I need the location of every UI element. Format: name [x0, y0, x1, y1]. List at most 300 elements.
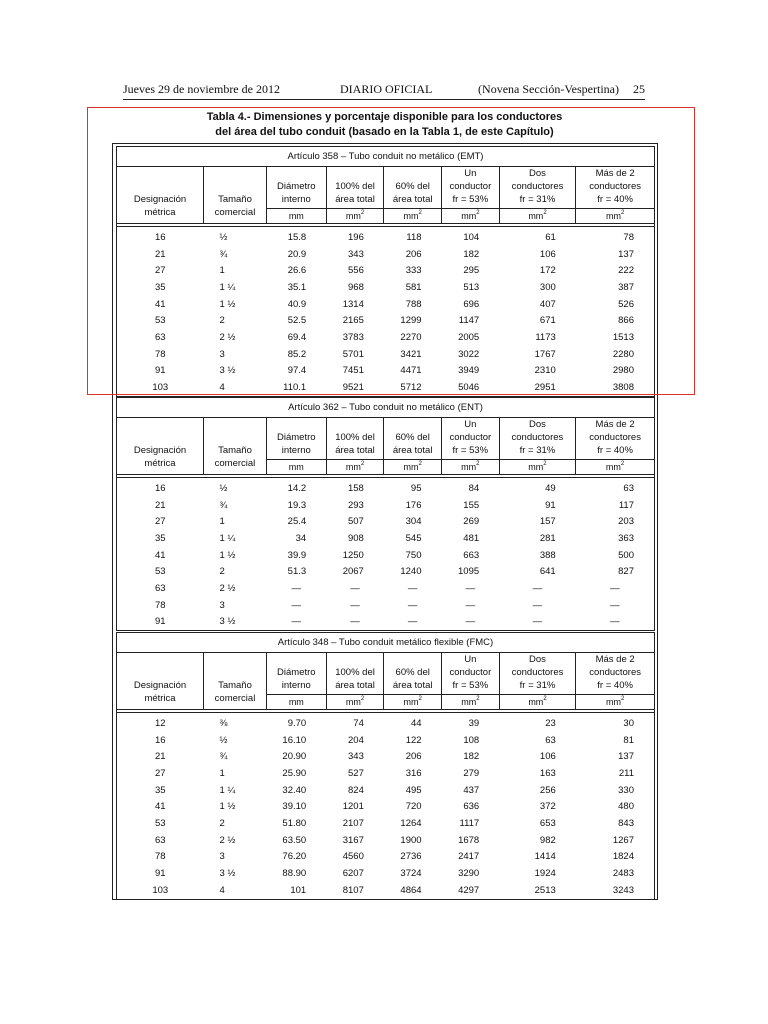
caption-line-1: Tabla 4.- Dimensiones y porcentaje disponible para los conductores — [206, 111, 563, 123]
unit-cell: $mm^2$ — [576, 209, 655, 224]
table-cell: 1314 — [342, 298, 364, 310]
table-cell: 163 — [539, 767, 556, 779]
table-cell: 21 — [154, 499, 166, 511]
table-row — [117, 312, 655, 329]
table-cell: 2483 — [612, 868, 634, 880]
table-cell: 78 — [154, 348, 166, 360]
table-cell: 97.4 — [287, 365, 307, 377]
table-row — [117, 547, 655, 564]
table-cell: 39.9 — [287, 549, 307, 561]
table-cell: 196 — [348, 231, 364, 243]
table-cell: ¾ — [219, 248, 228, 260]
table-row — [117, 849, 655, 866]
table-cell: 363 — [618, 532, 634, 544]
table-cell: 3 ½ — [219, 365, 236, 377]
table-cell: 41 — [154, 298, 166, 310]
table-cell: 118 — [406, 231, 422, 243]
table-cell: 720 — [405, 801, 422, 813]
table-cell: 4 — [219, 382, 225, 394]
table-cell: 295 — [463, 265, 480, 277]
table-cell: 1414 — [534, 851, 556, 863]
table-cell: 110.1 — [283, 382, 307, 394]
table-row — [117, 246, 655, 263]
table-cell: 8107 — [342, 884, 364, 896]
table-cell: 1240 — [400, 566, 422, 578]
table-row — [117, 815, 655, 832]
table-cell: 172 — [539, 265, 556, 277]
table-cell: 293 — [347, 499, 364, 511]
table-cell: 104 — [463, 231, 480, 243]
table-cell: 281 — [539, 532, 556, 544]
table-cell: 39 — [468, 717, 480, 729]
column-header-dos: Dos conductores fr = 31% — [499, 167, 576, 209]
table-cell: 182 — [463, 248, 480, 260]
table-cell: 3 ½ — [219, 868, 236, 880]
table-cell: 788 — [405, 298, 422, 310]
unit-cell: $mm^2$ — [442, 695, 500, 710]
table-cell: 53 — [154, 817, 166, 829]
table-cell: 2067 — [342, 566, 364, 578]
table-row — [117, 782, 655, 799]
table-cell: 330 — [618, 784, 634, 796]
table-title: Artículo 358 – Tubo conduit no metálico (EMT) — [117, 147, 655, 167]
table-cell: — — [407, 616, 418, 628]
table-cell: 19.3 — [287, 499, 307, 511]
column-header-un: Un conductor fr = 53% — [442, 167, 500, 209]
table-cell: 2513 — [534, 884, 556, 896]
table-cell: 52.5 — [287, 315, 307, 327]
table-cell: — — [532, 616, 543, 628]
column-header-area100: 100% del área total — [326, 653, 384, 695]
table-cell: 69.4 — [287, 331, 307, 343]
table-row — [117, 363, 655, 380]
table-ent — [116, 397, 655, 631]
table-cell: 7451 — [342, 365, 364, 377]
table-cell: — — [407, 582, 418, 594]
table-cell: 74 — [353, 717, 364, 729]
table-row — [117, 346, 655, 363]
table-cell: 866 — [618, 315, 634, 327]
table-cell: 2107 — [342, 817, 364, 829]
table-emt — [116, 146, 655, 397]
column-header-diametro: Diámetro interno — [266, 653, 326, 695]
table-cell: — — [610, 582, 620, 594]
table-cell: 108 — [463, 734, 480, 746]
header-publication: DIARIO OFICIAL — [340, 82, 433, 96]
table-cell: 26.6 — [287, 265, 307, 277]
table-cell: 3 — [219, 851, 225, 863]
unit-cell: $mm^2$ — [441, 460, 499, 475]
table-cell: 21 — [154, 751, 166, 763]
column-header-tamano: Tamaño comercial — [204, 167, 267, 224]
table-cell: 636 — [463, 801, 480, 813]
table-cell: 49 — [545, 482, 556, 494]
table-cell: 4864 — [400, 884, 422, 896]
unit-cell: $mm^2$ — [384, 460, 442, 475]
unit-cell: $mm^2$ — [326, 209, 384, 224]
table-cell: 4471 — [400, 365, 422, 377]
table-cell: 671 — [539, 315, 556, 327]
table-cell: 137 — [618, 248, 634, 260]
table-cell: 843 — [618, 817, 634, 829]
table-cell: 41 — [154, 801, 166, 813]
table-cell: 1 — [219, 265, 225, 277]
table-cell: 176 — [405, 499, 422, 511]
table-cell: 269 — [463, 516, 480, 528]
table-row — [117, 229, 655, 246]
table-row — [117, 563, 655, 580]
table-cell: 507 — [347, 516, 364, 528]
table-cell: 1095 — [458, 566, 480, 578]
table-cell: — — [465, 599, 476, 611]
table-cell: 527 — [348, 767, 364, 779]
table-cell: 78 — [154, 851, 166, 863]
table-row — [117, 614, 655, 631]
table-cell: 3421 — [400, 348, 422, 360]
table-cell: 2 ½ — [219, 331, 236, 343]
unit-cell: $mm^2$ — [384, 695, 442, 710]
table-cell: 1 — [219, 516, 225, 528]
table-cell: 23 — [545, 717, 556, 729]
table-cell: 480 — [618, 801, 634, 813]
table-cell: 3 — [219, 348, 225, 360]
table-cell: 343 — [348, 751, 364, 763]
unit-cell: mm — [266, 460, 326, 475]
column-header-area100: 100% del área total — [326, 167, 384, 209]
table-row — [117, 480, 655, 497]
table-cell: 653 — [539, 817, 556, 829]
table-cell: 14.2 — [287, 482, 307, 494]
table-cell: 39.10 — [282, 801, 307, 813]
unit-cell: $mm^2$ — [326, 695, 384, 710]
column-header-area60: 60% del área total — [384, 653, 442, 695]
unit-cell: $mm^2$ — [442, 209, 500, 224]
column-header-dos: Dos conductores fr = 31% — [499, 418, 576, 460]
table-cell: 1201 — [342, 801, 364, 813]
table-cell: — — [350, 582, 360, 594]
table-cell: 27 — [154, 516, 166, 528]
table-cell: 388 — [539, 549, 556, 561]
column-header-dos: Dos conductores fr = 31% — [499, 653, 576, 695]
table-cell: 3022 — [458, 348, 480, 360]
table-cell: 256 — [539, 784, 556, 796]
column-header-area60: 60% del área total — [384, 167, 442, 209]
table-row — [117, 530, 655, 547]
table-cell: 12 — [154, 717, 166, 729]
table-cell: — — [350, 616, 360, 628]
table-cell: ½ — [219, 231, 228, 243]
column-header-designacion: Designación métrica — [117, 653, 204, 710]
table-cell: 103 — [152, 884, 169, 896]
table-cell: 27 — [154, 265, 166, 277]
table-cell: 2417 — [458, 851, 480, 863]
column-header-un: Un conductor fr = 53% — [442, 653, 500, 695]
table-cell: 122 — [405, 734, 422, 746]
table-cell: 182 — [463, 751, 480, 763]
table-cell: 1 ¼ — [219, 281, 236, 293]
table-cell: 51.3 — [287, 566, 307, 578]
table-row — [117, 262, 655, 279]
table-cell: 63 — [545, 734, 556, 746]
table-cell: 2280 — [612, 348, 634, 360]
table-cell: 1117 — [459, 817, 480, 829]
table-row — [117, 513, 655, 530]
table-cell: 81 — [623, 734, 634, 746]
table-cell: 16 — [154, 231, 166, 243]
table-cell: 1267 — [612, 834, 634, 846]
table-cell: 203 — [618, 516, 634, 528]
table-cell: 106 — [539, 248, 556, 260]
column-header-diametro: Diámetro interno — [266, 167, 326, 209]
table-cell: ½ — [219, 482, 228, 494]
table-cell: 78 — [623, 231, 634, 243]
table-cell: 206 — [405, 751, 422, 763]
table-cell: 91 — [154, 868, 166, 880]
table-cell: 3 ½ — [219, 616, 236, 628]
table-cell: — — [350, 599, 360, 611]
table-cell: 5701 — [342, 348, 364, 360]
table-cell: 88.90 — [282, 868, 307, 880]
table-cell: 117 — [618, 499, 634, 511]
table-cell: 1250 — [342, 549, 364, 561]
table-cell: 343 — [348, 248, 364, 260]
table-cell: 641 — [539, 566, 556, 578]
table-cell: 2270 — [400, 331, 422, 343]
table-cell: — — [465, 616, 476, 628]
table-cell: 372 — [539, 801, 556, 813]
column-header-un: Un conductor fr = 53% — [441, 418, 499, 460]
unit-cell: $mm^2$ — [499, 209, 576, 224]
unit-cell: $mm^2$ — [384, 209, 442, 224]
table-cell: 2005 — [458, 331, 480, 343]
table-cell: 387 — [618, 281, 634, 293]
table-cell: 982 — [539, 834, 556, 846]
table-cell: 103 — [152, 382, 169, 394]
table-cell: 61 — [545, 231, 556, 243]
table-cell: 4 — [219, 884, 225, 896]
table-cell: 696 — [463, 298, 480, 310]
table-cell: 545 — [405, 532, 422, 544]
table-cell: 333 — [405, 265, 422, 277]
table-cell: 63 — [154, 331, 166, 343]
table-cell: 1767 — [534, 348, 556, 360]
table-cell: 481 — [463, 532, 480, 544]
table-cell: 513 — [463, 281, 480, 293]
table-cell: 157 — [539, 516, 556, 528]
table-cell: 2980 — [612, 365, 634, 377]
table-row — [117, 379, 655, 396]
table-cell: 4297 — [458, 884, 480, 896]
table-cell: 437 — [463, 784, 480, 796]
table-cell: 1 ½ — [219, 298, 236, 310]
table-row — [117, 832, 655, 849]
table-row — [117, 597, 655, 614]
table-row — [117, 580, 655, 597]
table-cell: 1513 — [612, 331, 634, 343]
header-page-number: 25 — [633, 82, 645, 96]
table-cell: — — [465, 582, 476, 594]
table-cell: 1678 — [458, 834, 480, 846]
table-cell: — — [291, 582, 302, 594]
table-cell: ¾ — [219, 751, 228, 763]
table-row — [117, 296, 655, 313]
table-title: Artículo 362 – Tubo conduit no metálico (ENT) — [117, 398, 655, 418]
table-cell: 137 — [618, 751, 634, 763]
table-row — [117, 329, 655, 346]
table-cell: 2310 — [534, 365, 556, 377]
unit-cell: $mm^2$ — [576, 460, 655, 475]
table-cell: 304 — [405, 516, 422, 528]
table-cell: 1 ¼ — [219, 532, 236, 544]
table-cell: 25.90 — [282, 767, 307, 779]
table-cell: 84 — [468, 482, 480, 494]
table-cell: 3 — [219, 599, 225, 611]
table-cell: ½ — [219, 734, 228, 746]
table-caption — [112, 110, 657, 140]
table-cell: 1900 — [400, 834, 422, 846]
table-cell: 204 — [348, 734, 364, 746]
header-date: Jueves 29 de noviembre de 2012 — [123, 82, 280, 96]
table-cell: 3808 — [612, 382, 634, 394]
table-cell: 1824 — [612, 851, 634, 863]
table-cell: 78 — [154, 599, 166, 611]
table-cell: — — [610, 616, 620, 628]
table-cell: 34 — [295, 532, 307, 544]
unit-cell: $mm^2$ — [576, 695, 655, 710]
unit-cell: mm — [266, 695, 326, 710]
table-cell: 2 ½ — [219, 834, 236, 846]
table-cell: 85.2 — [287, 348, 307, 360]
table-cell: 526 — [618, 298, 634, 310]
column-header-designacion: Designación métrica — [117, 418, 204, 475]
table-cell: 3783 — [342, 331, 364, 343]
table-cell: 2736 — [400, 851, 422, 863]
unit-cell: $mm^2$ — [499, 460, 576, 475]
table-cell: 3724 — [400, 868, 422, 880]
table-cell: 500 — [618, 549, 634, 561]
table-cell: 211 — [618, 767, 634, 779]
table-title: Artículo 348 – Tubo conduit metálico flexible (FMC) — [117, 633, 655, 653]
table-cell: 158 — [347, 482, 364, 494]
table-cell: 95 — [410, 482, 422, 494]
table-cell: 32.40 — [282, 784, 307, 796]
column-header-mas: Más de 2 conductores fr = 40% — [589, 419, 641, 456]
column-header-area60: 60% del área total — [384, 418, 442, 460]
unit-cell: $mm^2$ — [326, 460, 384, 475]
column-header-tamano: Tamaño comercial — [204, 418, 267, 475]
table-cell: — — [291, 616, 302, 628]
table-cell: 41 — [154, 549, 166, 561]
table-cell: 316 — [405, 767, 422, 779]
table-cell: 76.20 — [282, 851, 307, 863]
table-cell: 9.70 — [287, 717, 307, 729]
table-cell: 1264 — [400, 817, 422, 829]
page-header — [123, 82, 645, 98]
table-cell: 35 — [154, 532, 166, 544]
table-cell: 63 — [623, 482, 634, 494]
table-cell: 25.4 — [287, 516, 307, 528]
table-cell: 300 — [539, 281, 556, 293]
table-cell: 495 — [405, 784, 422, 796]
table-cell: ⅜ — [219, 717, 228, 729]
table-row — [117, 732, 655, 749]
table-cell: — — [532, 599, 543, 611]
table-cell: 1 — [219, 767, 225, 779]
table-cell: 44 — [410, 717, 422, 729]
table-row — [117, 882, 655, 899]
table-cell: 407 — [539, 298, 556, 310]
table-cell: 27 — [154, 767, 166, 779]
table-cell: 1147 — [458, 315, 480, 327]
table-cell: 824 — [348, 784, 364, 796]
table-row — [117, 865, 655, 882]
table-cell: 1924 — [534, 868, 556, 880]
table-cell: 2 — [219, 566, 225, 578]
column-header-designacion: Designación métrica — [117, 167, 204, 224]
table-cell: 40.9 — [287, 298, 307, 310]
table-cell: 53 — [154, 566, 166, 578]
table-cell: 20.90 — [282, 751, 307, 763]
table-row — [117, 497, 655, 514]
header-section: (Novena Sección-Vespertina) — [478, 82, 619, 96]
table-cell: 35.1 — [287, 281, 307, 293]
table-cell: 91 — [154, 365, 166, 377]
table-cell: 30 — [623, 717, 634, 729]
table-row — [117, 798, 655, 815]
table-cell: 1 ½ — [219, 549, 236, 561]
table-cell: 106 — [539, 751, 556, 763]
table-cell: 16 — [154, 482, 166, 494]
table-cell: 1173 — [535, 331, 556, 343]
table-cell: 35 — [154, 784, 166, 796]
table-cell: 968 — [348, 281, 364, 293]
table-cell: 1 ¼ — [219, 784, 236, 796]
table-cell: 2 ½ — [219, 582, 236, 594]
table-cell: 2 — [219, 817, 225, 829]
table-cell: 908 — [347, 532, 364, 544]
table-cell: 3243 — [612, 884, 634, 896]
unit-cell: mm — [266, 209, 326, 224]
table-row — [117, 748, 655, 765]
unit-cell: $mm^2$ — [499, 695, 576, 710]
table-cell: 2165 — [342, 315, 364, 327]
column-header-diametro: Diámetro interno — [266, 418, 326, 460]
table-cell: 3290 — [458, 868, 480, 880]
table-cell: 16 — [154, 734, 166, 746]
table-cell: 222 — [618, 265, 634, 277]
table-cell: — — [407, 599, 418, 611]
table-cell: 827 — [618, 566, 634, 578]
table-cell: 1 ½ — [219, 801, 236, 813]
table-cell: ¾ — [219, 499, 228, 511]
table-cell: 279 — [463, 767, 480, 779]
table-cell: 3949 — [458, 365, 480, 377]
table-cell: 5046 — [458, 382, 480, 394]
table-cell: 5712 — [400, 382, 422, 394]
table-cell: 63.50 — [282, 834, 307, 846]
table-cell: 16.10 — [282, 734, 307, 746]
table-cell: 101 — [290, 884, 307, 896]
table-cell: — — [532, 582, 543, 594]
table-cell: 155 — [463, 499, 480, 511]
table-cell: 63 — [154, 582, 166, 594]
table-cell: 750 — [405, 549, 422, 561]
table-cell: 3167 — [342, 834, 364, 846]
table-cell: — — [610, 599, 620, 611]
table-cell: 15.8 — [287, 231, 307, 243]
table-row — [117, 765, 655, 782]
table-cell: 35 — [154, 281, 166, 293]
